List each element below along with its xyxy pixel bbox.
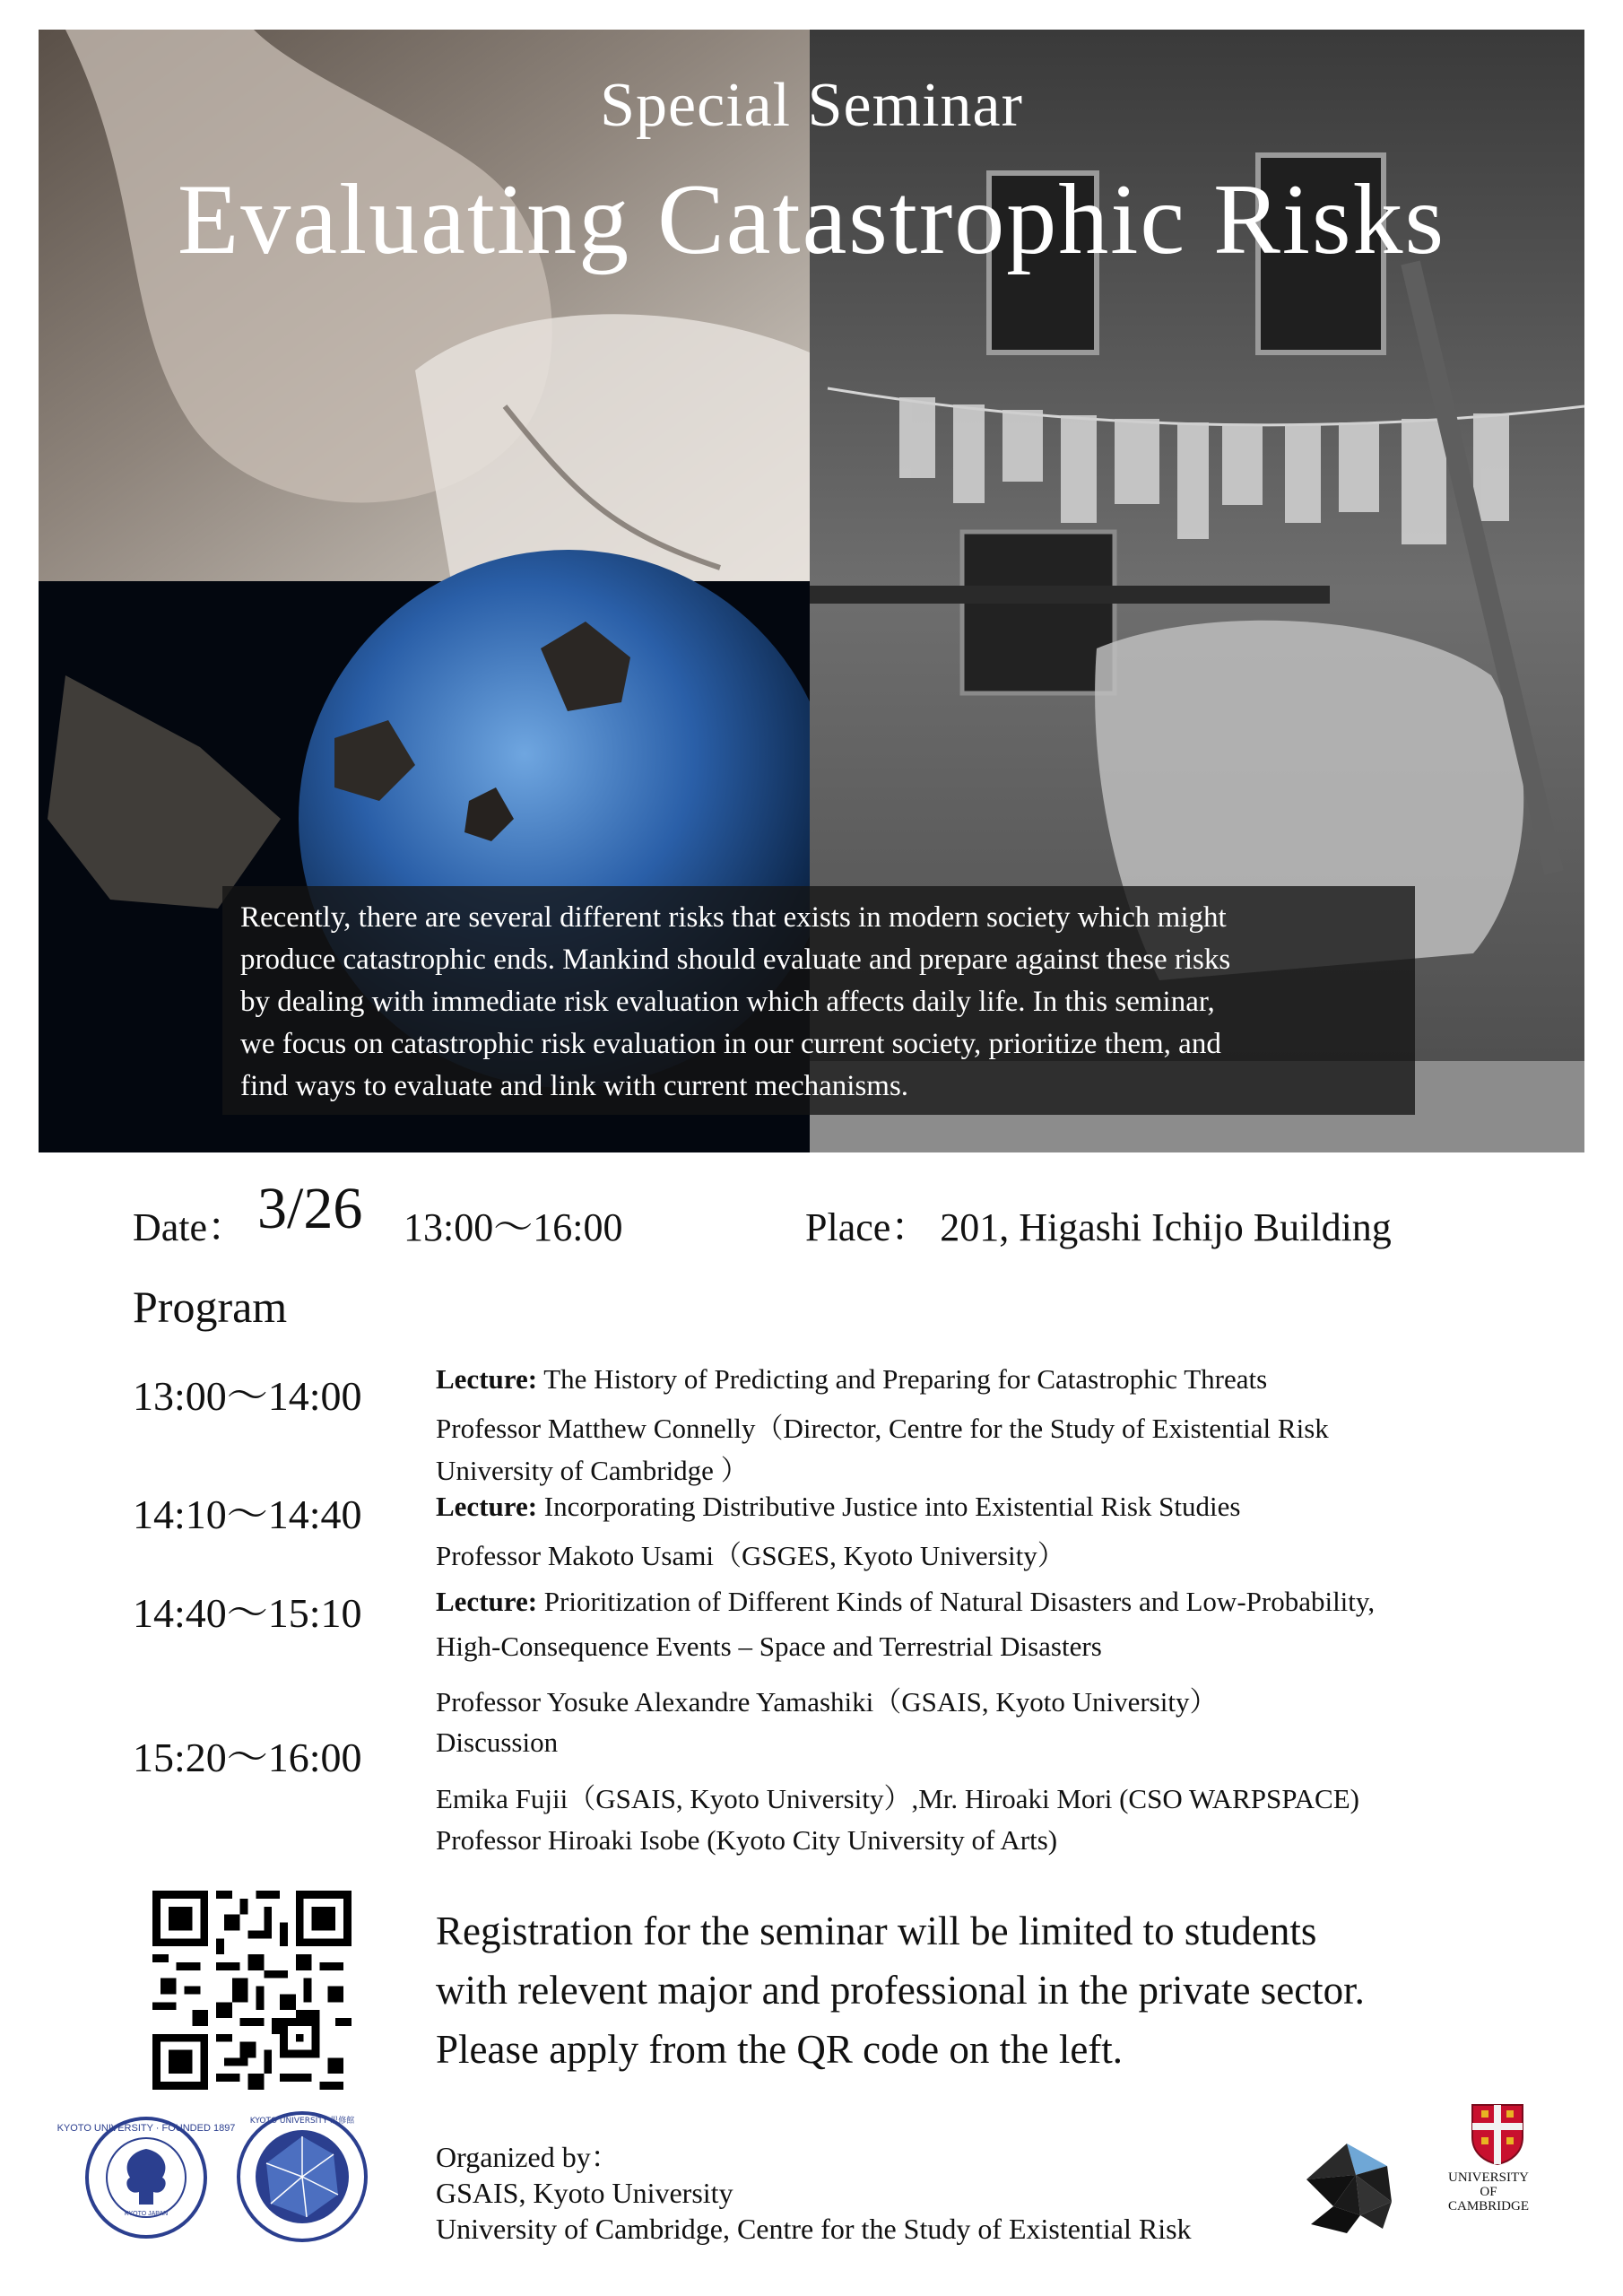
- date-label: Date：: [133, 1205, 247, 1249]
- registration-line: with relevent major and professional in the private sector.: [436, 1968, 1365, 2013]
- description-line: we focus on catastrophic risk evaluation in our current society, prioritize them, and: [240, 1028, 1221, 1060]
- lecture-title: Incorporating Distributive Justice into Existential Risk Studies: [537, 1491, 1241, 1522]
- event-date: 3/26: [257, 1176, 363, 1241]
- organizers: [436, 2139, 1192, 2247]
- lecture-label: Lecture:: [436, 1363, 538, 1395]
- lecture-title: Prioritization of Different Kinds of Natural Disasters and Low-Probability,: [537, 1586, 1376, 1617]
- kyoto-university-logo: [56, 2115, 236, 2240]
- hero-image: [39, 30, 1584, 1152]
- description-line: produce catastrophic ends. Mankind should evaluate and prepare against these risks: [240, 944, 1231, 976]
- description-line: Recently, there are several different risks that exists in modern society which might: [240, 901, 1227, 934]
- program-time: 15:20～16:00: [133, 1735, 362, 1780]
- program-lecture: [436, 1586, 1375, 1618]
- organizer-line: University of Cambridge, Centre for the Study of Existential Risk: [436, 2213, 1192, 2245]
- logo-text: KYOTO JAPAN: [124, 2211, 169, 2217]
- logo-text: KYOTO UNIVERSITY · FOUNDED 1897: [56, 2123, 236, 2134]
- organizers-label: Organized by：: [436, 2141, 620, 2173]
- program-time: 14:10～14:40: [133, 1492, 362, 1537]
- registration-notice: [436, 1901, 1365, 2079]
- program-speaker: University of Cambridge ）: [436, 1455, 749, 1486]
- program-time: 14:40～15:10: [133, 1590, 362, 1636]
- seminar-subtitle: Special Seminar: [600, 71, 1023, 140]
- lecture-title: The History of Predicting and Preparing for Catastrophic Threats: [537, 1363, 1268, 1395]
- logo-text: KYOTO UNIVERSITY 思修館: [249, 2117, 355, 2126]
- lecture-label: Lecture:: [436, 1586, 538, 1617]
- cambridge-wordmark: [1439, 2170, 1538, 2213]
- program-speaker: Professor Makoto Usami（GSGES, Kyoto University）: [436, 1540, 1065, 1571]
- cambridge-shield-logo: [1471, 2103, 1524, 2166]
- registration-line: Registration for the seminar will be limited to students: [436, 1909, 1317, 1953]
- registration-qr-code[interactable]: [152, 1891, 352, 2090]
- cambridge-line: UNIVERSITY OF: [1448, 2170, 1529, 2199]
- program-discussion: Discussion: [436, 1726, 559, 1758]
- lecture-label: Lecture:: [436, 1491, 538, 1522]
- organizer-line: GSAIS, Kyoto University: [436, 2177, 733, 2209]
- program-speaker: Professor Hiroaki Isobe (Kyoto City University of Arts): [436, 1824, 1058, 1856]
- registration-line: Please apply from the QR code on the left.: [436, 2027, 1124, 2072]
- program-lecture: [436, 1491, 1240, 1523]
- program-speaker: Professor Matthew Connelly（Director, Centre for the Study of Existential Risk: [436, 1413, 1329, 1444]
- description-line: by dealing with immediate risk evaluation which affects daily life. In this seminar,: [240, 986, 1215, 1018]
- event-place: Place： 201, Higashi Ichijo Building: [805, 1205, 1392, 1249]
- program-time: 13:00～14:00: [133, 1373, 362, 1419]
- description-box: [222, 886, 1415, 1115]
- seminar-title: Evaluating Catastrophic Risks: [177, 164, 1446, 275]
- event-time: 13:00～16:00: [404, 1205, 623, 1249]
- description-text: [240, 897, 1406, 1108]
- program-lecture: [436, 1363, 1267, 1396]
- cambridge-line: CAMBRIDGE: [1447, 2199, 1529, 2213]
- program-heading: Program: [133, 1282, 288, 1332]
- program-speaker: Emika Fujii（GSAIS, Kyoto University）,Mr. Hiroaki Mori (CSO WARPSPACE): [436, 1783, 1359, 1814]
- program-speaker: High-Consequence Events – Space and Terrestrial Disasters: [436, 1631, 1102, 1662]
- cser-logo: [1302, 2139, 1401, 2238]
- program-speaker: Professor Yosuke Alexandre Yamashiki（GSAIS, Kyoto University）: [436, 1686, 1218, 1718]
- gsais-seal-logo: [235, 2109, 369, 2244]
- description-line: find ways to evaluate and link with current mechanisms.: [240, 1070, 909, 1102]
